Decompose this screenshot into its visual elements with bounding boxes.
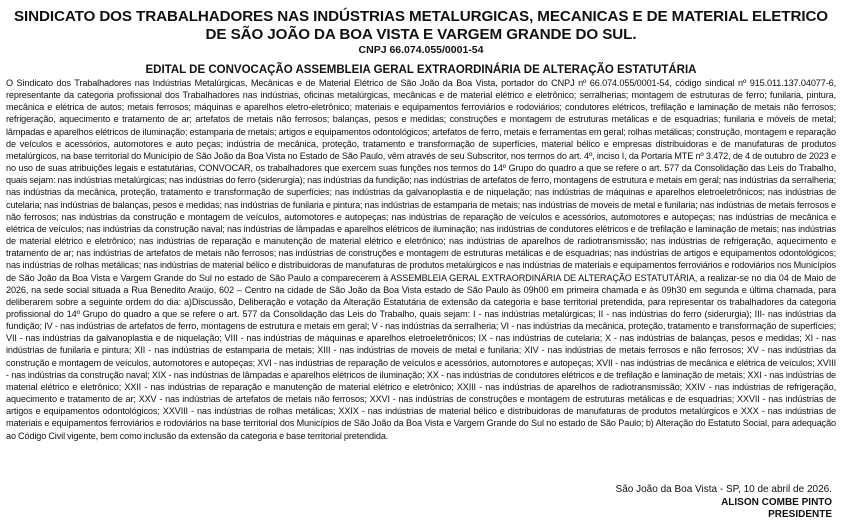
signature-role: PRESIDENTE	[768, 509, 832, 520]
signature-block	[616, 484, 832, 522]
signature-name: ALISON COMBE PINTO	[721, 496, 832, 508]
signature-place-date: São João da Boa Vista - SP, 10 de abril de 2026.	[615, 484, 832, 495]
notice-heading: EDITAL DE CONVOCAÇÃO ASSEMBLEIA GERAL EXTRAORDINÁRIA DE ALTERAÇÃO ESTATUTÁRIA	[145, 64, 697, 76]
union-cnpj: CNPJ 66.074.055/0001-54	[358, 44, 484, 56]
union-title: SINDICATO DOS TRABALHADORES NAS INDÚSTRIAS METALURGICAS, MECANICAS E DE MATERIAL ELETRICO DE SÃO JOÃO DA BOA VISTA E VARGEM GRANDE DO SUL.	[13, 8, 829, 43]
notice-body: O Sindicato dos Trabalhadores nas Indústrias Metalúrgicas, Mecânicas e de Material Elétrico de São João da Boa Vista, portador do CNPJ nº 66.074.055/0001-54, código sindical nº 915.011.137.04077-6, representante da categoria profissional dos Trabalhadores nas indústrias, oficinas metalúrgicas, mecânicas e de material elétrico e eletrônico; serralherias; montagem de estruturas de ferro; funilaria, pintura, mecânica e elétrica de autos; metais ferrosos; máquinas e aparelhos eletro-eletrônico; materiais e equipamentos ferroviários e rodoviários; condutores elétricos, trefilação e laminação de metais não ferrosos; refrigeração, aquecimento e tratamento de ar; artefatos de metais não ferrosos; balanças, pesos e medidas; construções e montagem de estruturas metálicas e de esquadrias; funilaria e móveis de metal; lâmpadas e aparelhos elétricos de iluminação; estamparia de metais; artigos e equipamentos odontológicos; artefatos de ferro, metais e ferramentas em geral; rolhas metálicas; construção, montagem e reparação de veículos e acessórios, automotores e auto peças; indústria de mecânica, proteção, tratamento e transformação de superfícies, material bélico e empresas distribuidoras e de manufaturas de produtos metalúrgicos, na base territorial do Município de São João da Boa Vista no Estado de São Paulo, vêm através de seu Subscritor, nos termos do art. 4º, inciso I, da Portaria MTE nº 3.472, de 4 de outubro de 2023 e no uso de suas atribuições legais e estatutárias, CONVOCAR, os trabalhadores que exercem suas funções nos termos do 14º Grupo do quadro a que se refere o art. 577 da Consolidação das Leis do Trabalho, quais sejam: nas indústrias metalúrgicas; nas indústrias do ferro (siderurgia); nas indústrias da fundição; nas indústrias de artefatos de ferro, montagens de estrutura e metais em geral; nas indústrias da serralheria; nas indústrias da mecânica, proteção, tratamento e transformação de superfícies; nas indústrias da galvanoplastia e de niquelação; nas indústrias de máquinas e aparelhos eletroeletrônicos; nas indústrias de cutelaria; nas indústrias de balanças, pesos e medidas; nas indústrias de funilaria e pintura; nas indústrias de estamparia de metais; nas indústrias de moveis de metal e funilaria; nas indústrias de metais ferrosos e não ferrosos; nas indústrias da construção e montagem de veículos, automotores e autopeças; nas indústrias de reparação de veículos e acessórios, automotores e autopeças; nas indústrias de mecânica e elétrica de veículos; nas indústrias da construção naval; nas indústrias de lâmpadas e aparelhos elétricos de iluminação; nas indústrias de condutores elétricos e de trefilação e laminação de metais; nas indústrias de material elétrico e eletrônico; nas indústrias de reparação e manutenção de material elétrico e eletrônico; nas indústrias de aparelhos de radiotransmissão; nas indústrias de refrigeração, aquecimento e tratamento de ar; nas indústrias de artefatos de metais não ferrosos; nas indústrias de construções e montagem de estruturas metálicas e de esquadrias; nas indústrias de artigos e equipamentos odontológicos; nas indústrias de rolhas metálicas; nas indústrias de material bélico e distribuidoras de manufaturas de produtos metalúrgicos e nas indústrias de materiais e equipamentos ferroviários e rodoviários nos Municípios de São João da Boa Vista e Vargem Grande do Sul no estado de São Paulo a comparecerem à ASSEMBLEIA GERAL EXTRAORDINÁRIA DE ALTERAÇÃO ESTATUTÁRIA, a realizar-se no dia 04 de Maio de 2026, na sede social situada a Rua Benedito Araújo, 602 – Centro na cidade de São João da Boa Vista estado de São Paulo às 09h00 em primeira chamada e às 09h30 em segunda e última chamada, para deliberarem sobre a seguinte ordem do dia: a)Discussão, Deliberação e votação da Alteração Estatutária de extensão da categoria e base territorial pretendida, para representar os trabalhadores da categoria profissional do 14º Grupo do quadro a que se refere o art. 577 da Consolidação das Leis do Trabalho, quais sejam: I - nas indústrias metalúrgicas; II - nas indústrias do ferro (siderurgia); III- nas indústrias da fundição; IV - nas indústrias de artefatos de ferro, montagens de estrutura e metais em geral; V - nas indústrias da serralheria; VI - nas indústrias da mecânica, proteção, tratamento e transformação de superfícies; VII - nas indústrias da galvanoplastia e de niquelação; VIII - nas indústrias de máquinas e aparelhos eletroeletrônicos; IX - nas indústrias de cutelaria; X - nas indústrias de balanças, pesos e medidas; XI - nas indústrias de funilaria e pintura; XII - nas indústrias de estamparia de metais; XIII - nas indústrias de moveis de metal e funilaria; XIV - nas indústrias de metais ferrosos e não ferrosos; XV - nas indústrias da construção e montagem de veículos, automotores e autopeças; XVI - nas indústrias de reparação de veículos e acessórios, automotores e autopeças; XVII - nas indústrias de mecânica e elétrica de veículos; XVIII - nas indústrias da construção naval; XIX - nas indústrias de lâmpadas e aparelhos elétricos de iluminação; XX - nas indústrias de condutores elétricos e de trefilação e laminação de metais; XXI - nas indústrias de material elétrico e eletrônico; XXII - nas indústrias de reparação e manutenção de material elétrico e eletrônico; XXIII - nas indústrias de aparelhos de radiotransmissão; XXIV - nas indústrias de refrigeração, aquecimento e tratamento de ar; XXV - nas indústrias de artefatos de metais não ferrosos; XXVI - nas indústrias de construções e montagem de estruturas metálicas e de esquadrias; XXVII - nas indústrias de artigos e equipamentos odontológicos; XXVIII - nas indústrias de rolhas metálicas; XXIX - nas indústrias de material bélico e distribuidoras de manufaturas de produtos metalúrgicos e XXX - nas indústrias de materiais e equipamentos ferroviários e rodoviários na base territorial dos Municípios de São João da Boa Vista e Vargem Grande do Sul no estado de São Paulo; b) Alteração do Estatuto Social, para adequação ao Código Civil vigente, bem como inclusão da extensão da categoria e base territorial pretendida.	[6, 78, 836, 441]
